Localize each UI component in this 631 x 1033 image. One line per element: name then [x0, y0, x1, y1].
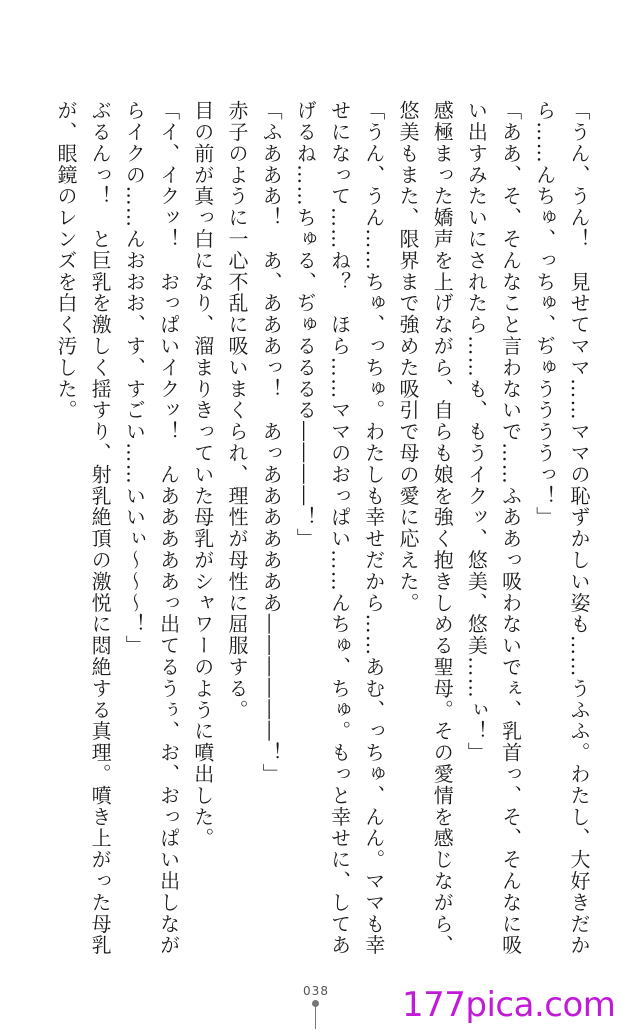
- paragraph: 「ふあああ！ あ、あああっ！ あっあああああああ――――――！」: [259, 100, 284, 785]
- page-number: 038: [303, 984, 329, 998]
- paragraph: 「ああ、そ、そんなこと言わないで……ふああっ吸わないでぇ、乳首っ、そ、そんなに吸い出すみたいにされたら……も、もうイクッ、悠美、悠美……ぃ！」: [464, 100, 523, 956]
- paragraph: 「うん、うん……ちゅ、っちゅ。わたしも幸せだから……あむ、っちゅ、んん。ママも幸せになって……ね？ ほら……ママのおっぱい……んちゅ、ちゅ。もっと幸せに、してあげるね……ちゅる、ぢゅるるるる――――！」: [293, 100, 386, 956]
- paragraph: 「イ、イクッ！ おっぱいイクッ！ んあああああっ出てるうぅ、お、おっぱい出しながらイクの……んおおお、す、すごい……いいぃ～～～！」: [122, 100, 181, 956]
- paragraph: 目の前が真っ白になり、溜まりきっていた母乳がシャワーのように噴出した。: [190, 100, 215, 849]
- novel-body-text: [44, 100, 596, 960]
- paragraph: 感極まった嬌声を上げながら、自らも娘を強く抱きしめる聖母。その愛情を感じながら、悠美もまた、限界まで強めた吸引で母の愛に応えた。: [395, 100, 455, 956]
- paragraph: 「うん、うん！ 見せてママ……ママの恥ずかしい姿も……うふふ。わたし、大好きだから……んちゅ、っちゅ、ぢゅううううっ！」: [532, 100, 591, 956]
- watermark-logo: 177pica.com: [402, 985, 616, 1025]
- paragraph: ぶるんっ！ と巨乳を激しく揺すり、射乳絶頂の激悦に悶絶する真理。噴き上がった母乳が、眼鏡のレンズを白く汚した。: [53, 100, 113, 956]
- paragraph: 赤子のように一心不乱に吸いまくられ、理性が母性に屈服する。: [224, 100, 249, 721]
- page-marker-line: [315, 1002, 316, 1029]
